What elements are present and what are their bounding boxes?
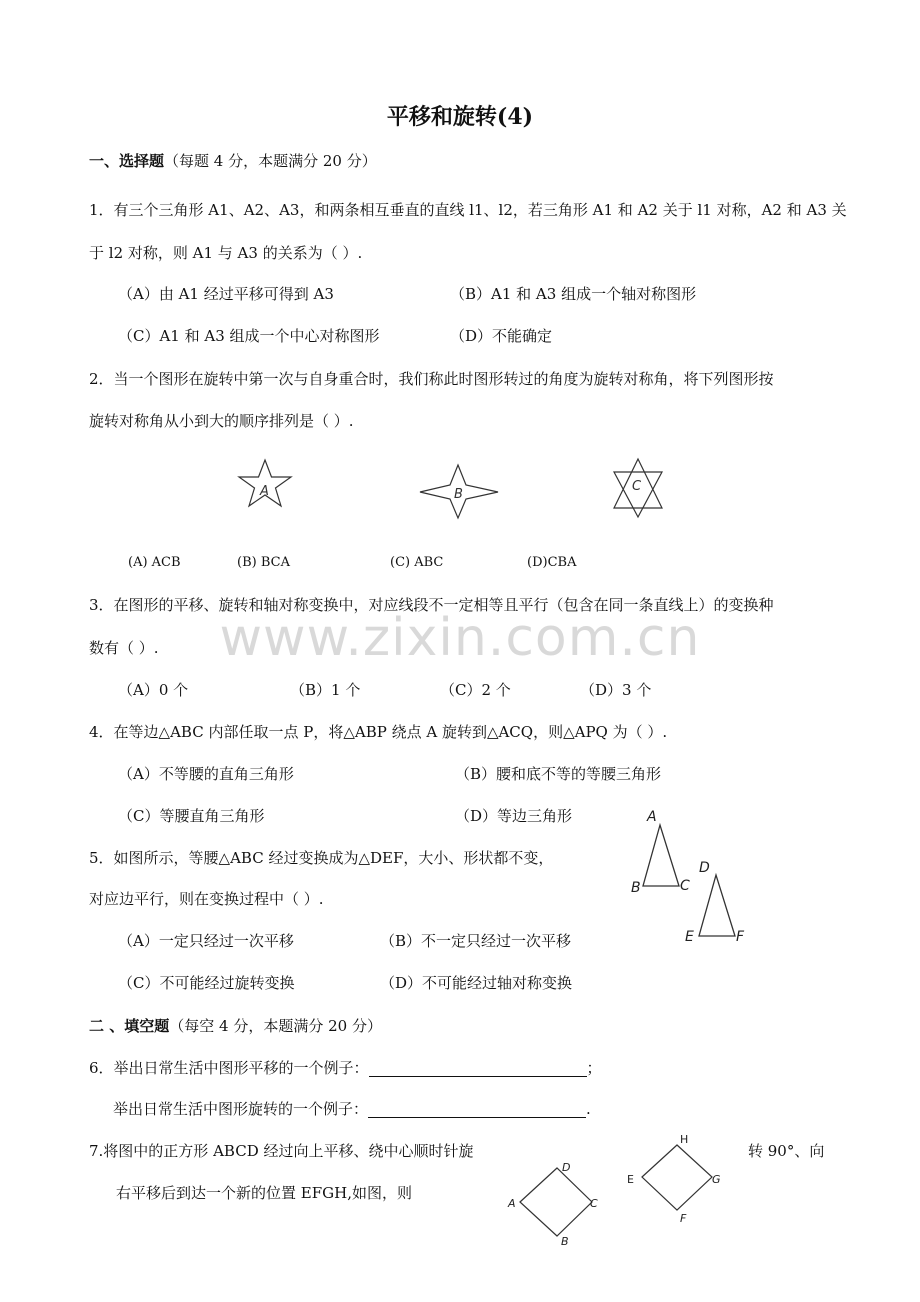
vertex-d-label: D bbox=[699, 860, 710, 876]
q6-answer2-blank[interactable] bbox=[368, 1103, 586, 1118]
square-e-label: E bbox=[627, 1173, 634, 1186]
q1-option-c: （C）A1 和 A3 组成一个中心对称图形 bbox=[118, 327, 380, 345]
vertex-b-label: B bbox=[631, 880, 641, 896]
q6-row2 bbox=[113, 1098, 591, 1120]
q3-option-a: （A）0 个 bbox=[118, 681, 189, 699]
vertex-f-label: F bbox=[736, 929, 745, 945]
section1-heading bbox=[89, 150, 377, 171]
q6-row1 bbox=[89, 1057, 602, 1079]
q3-option-c: （C）2 个 bbox=[440, 681, 511, 699]
q3-option-b: （B）1 个 bbox=[290, 681, 361, 699]
q3-line2: 数有（ ）. bbox=[89, 639, 159, 657]
q1-option-a: （A）由 A1 经过平移可得到 A3 bbox=[118, 285, 334, 303]
q1-line1: 1．有三个三角形 A1、A2、A3，和两条相互垂直的直线 l1、l2，若三角形 A1 和 A2 关于 l1 对称，A2 和 A3 关 bbox=[89, 201, 847, 219]
page-title: 平移和旋转(4) bbox=[386, 104, 534, 130]
q5-line1: 5．如图所示，等腰△ABC 经过变换成为△DEF，大小、形状都不变， bbox=[89, 849, 554, 867]
square-efgh bbox=[642, 1145, 712, 1210]
q6-prompt1: 6．举出日常生活中图形平移的一个例子： bbox=[89, 1059, 369, 1077]
q5-option-d: （D）不可能经过轴对称变换 bbox=[380, 974, 573, 992]
vertex-c-label: C bbox=[680, 878, 690, 894]
q4-line1: 4．在等边△ABC 内部任取一点 P，将△ABP 绕点 A 旋转到△ACQ，则△APQ 为（ ）. bbox=[89, 723, 668, 741]
square-h-label: H bbox=[680, 1133, 689, 1146]
q4-option-c: （C）等腰直角三角形 bbox=[118, 807, 265, 825]
q4-option-b: （B）腰和底不等的等腰三角形 bbox=[455, 765, 662, 783]
q3-line1: 3．在图形的平移、旋转和轴对称变换中，对应线段不一定相等且平行（包含在同一条直线上）的变换种 bbox=[89, 596, 774, 614]
square-b-label: B bbox=[561, 1235, 569, 1248]
q5-option-c: （C）不可能经过旋转变换 bbox=[118, 974, 295, 992]
q4-option-d: （D）等边三角形 bbox=[455, 807, 573, 825]
star-a-label: A bbox=[260, 484, 269, 499]
q5-option-a: （A）一定只经过一次平移 bbox=[118, 932, 294, 950]
q1-line2: 于 l2 对称，则 A1 与 A3 的关系为（ ）. bbox=[89, 244, 363, 262]
q1-option-d: （D）不能确定 bbox=[450, 327, 553, 345]
q2-option-a: (A) ACB bbox=[128, 555, 181, 570]
square-f-label: F bbox=[680, 1212, 687, 1225]
vertex-e-label: E bbox=[685, 929, 694, 945]
q5-option-b: （B）不一定只经过一次平移 bbox=[380, 932, 572, 950]
q5-line2: 对应边平行，则在变换过程中（ ）. bbox=[89, 890, 324, 908]
q6-end2: . bbox=[586, 1100, 591, 1118]
q2-option-b: (B) BCA bbox=[237, 555, 290, 570]
square-g-label: G bbox=[712, 1173, 721, 1186]
q6-prompt2: 举出日常生活中图形旋转的一个例子： bbox=[113, 1100, 369, 1118]
q2-option-d: (D)CBA bbox=[527, 555, 577, 570]
q7-line2: 右平移后到达一个新的位置 EFGH,如图，则 bbox=[116, 1184, 412, 1202]
star-a-shape bbox=[239, 460, 291, 506]
square-d-label: D bbox=[562, 1161, 571, 1174]
q6-end1: ； bbox=[586, 1059, 602, 1077]
square-a-label: A bbox=[508, 1197, 516, 1210]
section2-title: 二 、填空题 bbox=[89, 1017, 170, 1035]
triangle-abc bbox=[643, 825, 679, 886]
q2-line2: 旋转对称角从小到大的顺序排列是（ ）. bbox=[89, 412, 354, 430]
section1-title: 一、选择题 bbox=[89, 152, 165, 170]
section1-note: （每题 4 分，本题满分 20 分） bbox=[164, 152, 377, 170]
section2-note: （每空 4 分，本题满分 20 分） bbox=[169, 1017, 382, 1035]
q7-figure bbox=[500, 1130, 735, 1250]
q1-option-b: （B）A1 和 A3 组成一个轴对称图形 bbox=[450, 285, 697, 303]
q3-option-d: （D）3 个 bbox=[580, 681, 652, 699]
star-b-label: B bbox=[454, 487, 463, 502]
square-abcd bbox=[520, 1168, 592, 1236]
q7-line1-end: 转 90°、向 bbox=[748, 1142, 825, 1160]
watermark-text: www.zixin.com.cn bbox=[219, 608, 701, 668]
triangle-def bbox=[699, 875, 735, 936]
q6-answer1-blank[interactable] bbox=[369, 1062, 587, 1077]
q5-figure bbox=[625, 805, 760, 950]
q2-option-c: (C) ABC bbox=[390, 555, 444, 570]
q7-line1: 7.将图中的正方形 ABCD 经过向上平移、绕中心顺时针旋 bbox=[89, 1142, 474, 1160]
section2-heading bbox=[89, 1015, 382, 1036]
vertex-a-label: A bbox=[647, 809, 657, 825]
q2-line1: 2．当一个图形在旋转中第一次与自身重合时，我们称此时图形转过的角度为旋转对称角，将下列图形按 bbox=[89, 370, 774, 388]
square-c-label: C bbox=[590, 1197, 598, 1210]
q2-figures bbox=[230, 450, 690, 530]
q4-option-a: （A）不等腰的直角三角形 bbox=[118, 765, 294, 783]
star-c-label: C bbox=[632, 479, 642, 494]
